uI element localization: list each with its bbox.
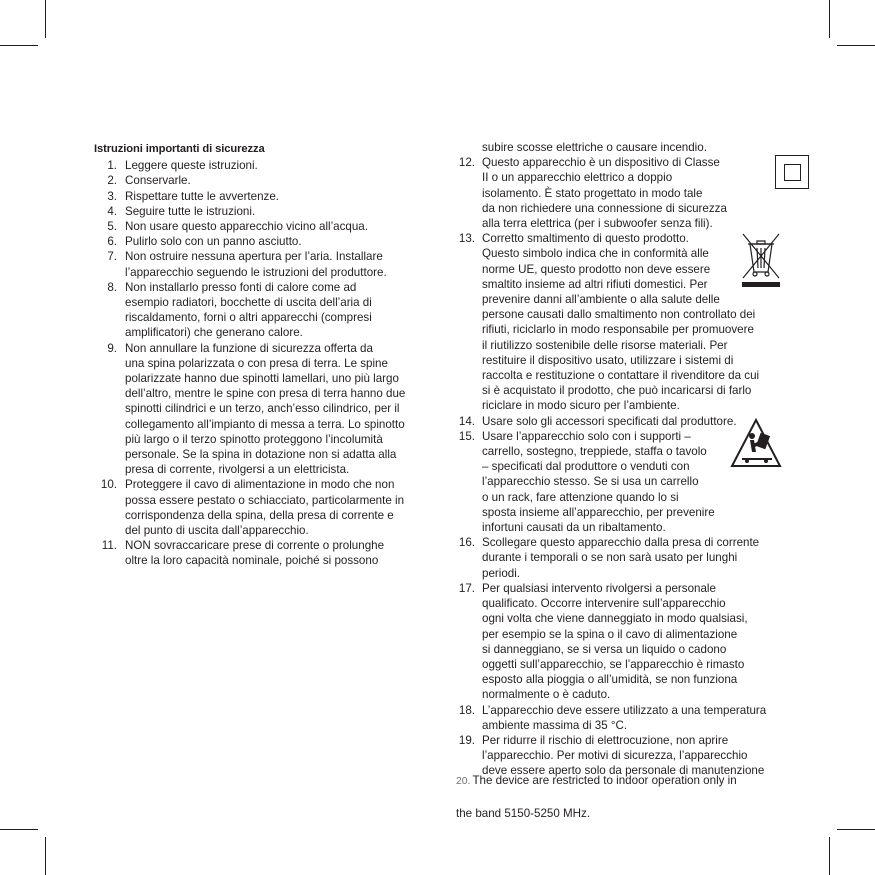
item-number: 7. (107, 250, 117, 264)
item-line: II o un apparecchio elettrico a doppio (482, 171, 673, 185)
item-line: si danneggiano, se si versa un liquido o cadono (482, 642, 727, 656)
crop-mark (0, 45, 38, 46)
note-number: 20. (456, 776, 471, 787)
item-number: 16. (458, 536, 475, 550)
item-line: qualificato. Occorre intervenire sull’apparecchio (482, 597, 726, 611)
list-item (94, 280, 434, 341)
band-restriction-note (456, 773, 816, 821)
item-number: 14. (458, 414, 475, 428)
list-item (94, 249, 434, 279)
left-column (94, 142, 434, 569)
list-item (94, 477, 434, 538)
item-line: sposta insieme all’apparecchio, per prevenire (482, 505, 715, 519)
list-item (94, 341, 434, 478)
crop-mark (45, 837, 46, 875)
item-number: 4. (107, 204, 117, 218)
item-line: Questo apparecchio è un dispositivo di Classe (482, 156, 720, 170)
item-line: – specificati dal produttore o venduti con (482, 460, 690, 474)
list-item (94, 219, 434, 234)
item-line: polarizzate hanno due spinotti lamellari, uno più largo (125, 372, 399, 386)
item-line: smaltito insieme ad altri rifiuti domestici. Per (482, 277, 708, 291)
item-line: spinotti cilindrici e un terzo, anch’esso cilindrico, per il (125, 402, 400, 416)
item-line: amplificatori) che generano calore. (125, 326, 303, 340)
crop-mark (837, 829, 875, 830)
crop-mark (829, 837, 830, 875)
item-line: Usare l’apparecchio solo con i supporti – (482, 429, 691, 443)
item-line: restituire il dispositivo usato, utilizzare i sistemi di (482, 353, 734, 367)
item-number: 12. (458, 156, 475, 170)
item-line: l’apparecchio seguendo le istruzioni del produttore. (125, 265, 387, 279)
list-item (94, 158, 434, 173)
item-line: carrello, sostegno, treppiede, staffa o tavolo (482, 445, 707, 459)
item-number: 19. (458, 733, 475, 747)
item-line: Corretto smaltimento di questo prodotto. (482, 232, 689, 246)
item-line: rifiuti, riciclarlo in modo responsabile per promuovere (482, 323, 754, 337)
item-line: riciclare in modo sicuro per l’ambiente. (482, 399, 680, 413)
item-line: ambiente massima di 35 °C. (482, 718, 628, 732)
item-number: 17. (458, 581, 475, 595)
section-heading: Istruzioni importanti di sicurezza (94, 143, 265, 155)
item-number: 6. (107, 235, 117, 249)
item-number: 10. (100, 478, 117, 492)
item-line: collegamento all’impianto di messa a terra. Lo spinotto (125, 417, 405, 431)
item-line: Non ostruire nessuna apertura per l’aria. Installare (125, 250, 383, 264)
continued-text: subire scosse elettriche o causare incendio. (482, 141, 707, 154)
item-number: 18. (458, 703, 475, 717)
cart-tip-over-warning-icon (730, 418, 782, 470)
list-item (94, 189, 434, 204)
item-line: dell’altro, mentre le spine con presa di terra hanno due (125, 387, 406, 401)
item-line: normalmente o è caduto. (482, 688, 611, 702)
item-line: personale. Se la spina in dotazione non si adatta alla (125, 448, 397, 462)
item-line: Rispettare tutte le avvertenze. (125, 189, 280, 203)
item-line: da non richiedere una connessione di sicurezza (482, 201, 727, 215)
item-number: 1. (107, 159, 117, 173)
item-line: Non installarlo presso fonti di calore come ad (125, 280, 357, 294)
item-line: Non usare questo apparecchio vicino all’acqua. (125, 220, 368, 234)
item-line: corrispondenza della spina, della presa di corrente e (125, 508, 394, 522)
item-line: oggetti sull’apparecchio, se l’apparecchio è rimasto (482, 657, 745, 671)
list-item (449, 155, 789, 231)
item-line: durante i temporali o se non sarà usato per lunghi (482, 551, 738, 565)
item-line: esempio radiatori, bocchette di uscita dell’aria di (125, 296, 372, 310)
weee-crossed-bin-icon (740, 232, 782, 288)
list-item (94, 204, 434, 219)
item-line: l’apparecchio. Per motivi di sicurezza, l’apparecchio (482, 749, 748, 763)
item-line: o un rack, fare attenzione quando lo si (482, 490, 679, 504)
item-line: riscaldamento, forni o altri apparecchi (compresi (125, 311, 372, 325)
item-line: il riutilizzo sostenibile delle risorse materiali. Per (482, 338, 728, 352)
item-line: una spina polarizzata o con presa di terra. Le spine (125, 356, 388, 370)
item-number: 9. (107, 341, 117, 355)
item-line: Scollegare questo apparecchio dalla presa di corrente (482, 536, 760, 550)
item-number: 15. (458, 429, 475, 443)
class-ii-double-insulation-icon (775, 155, 809, 189)
list-item (94, 538, 434, 568)
item-line: L’apparecchio deve essere utilizzato a una temperatura (482, 703, 767, 717)
item-line: ogni volta che viene danneggiato in modo qualsiasi, (482, 612, 748, 626)
list-item (94, 234, 434, 249)
crop-mark (829, 0, 830, 38)
item-line: periodi. (482, 566, 521, 580)
item-line: Proteggere il cavo di alimentazione in modo che non (125, 478, 395, 492)
item-line: prevenire danni all’ambiente o alla salute delle (482, 293, 720, 307)
item-line: possa essere pestato o schiacciato, particolarmente in (125, 493, 405, 507)
item-line: del punto di uscita dall’apparecchio. (125, 524, 309, 538)
item-line: Per qualsiasi intervento rivolgersi a personale (482, 581, 716, 595)
list-item (449, 231, 789, 413)
item-line: norme UE, questo prodotto non deve essere (482, 262, 711, 276)
item-line: Questo simbolo indica che in conformità alle (482, 247, 709, 261)
note-line: the band 5150-5250 MHz. (456, 807, 591, 820)
item-line: l’apparecchio stesso. Se si usa un carrello (482, 475, 699, 489)
note-line: The device are restricted to indoor operation only in (472, 774, 737, 787)
item-line: persone causati dallo smaltimento non controllato dei (482, 308, 756, 322)
item-number: 3. (107, 189, 117, 203)
item-line: Per ridurre il rischio di elettrocuzione, non aprire (482, 733, 729, 747)
item-line: Leggere queste istruzioni. (125, 159, 258, 173)
item-line: Conservarle. (125, 174, 191, 188)
crop-mark (0, 829, 38, 830)
list-item (94, 173, 434, 188)
item-line: per esempio se la spina o il cavo di alimentazione (482, 627, 738, 641)
item-number: 2. (107, 174, 117, 188)
item-line: raccolta e restituzione o contattare il rivenditore da cui (482, 369, 760, 383)
item-line: Seguire tutte le istruzioni. (125, 204, 256, 218)
list-item (449, 535, 789, 581)
item-line: Pulirlo solo con un panno asciutto. (125, 235, 302, 249)
safety-list-left (94, 158, 434, 568)
item-line: oltre la loro capacità nominale, poiché si possono (125, 554, 379, 568)
item-line: isolamento. È stato progettato in modo tale (482, 186, 703, 200)
item-line: deve essere aperto solo da personale di manutenzione (482, 764, 765, 778)
item-line: infortuni causati da un ribaltamento. (482, 521, 666, 535)
item-line: si è acquistato il prodotto, che può incaricarsi di farlo (482, 384, 752, 398)
item-number: 11. (101, 539, 117, 553)
list-item (449, 703, 789, 733)
crop-mark (837, 45, 875, 46)
list-item (449, 581, 789, 703)
crop-mark (45, 0, 46, 38)
item-number: 5. (107, 220, 117, 234)
item-line: Usare solo gli accessori specificati dal produttore. (482, 414, 737, 428)
item-line: alla terra elettrica (per i subwoofer senza fili). (482, 217, 713, 231)
list-item (449, 733, 789, 779)
item-number: 13. (458, 232, 475, 246)
item-line: esposto alla pioggia o all’umidità, se non funziona (482, 673, 738, 687)
item-line: Non annullare la funzione di sicurezza offerta da (125, 341, 373, 355)
item-line: NON sovraccaricare prese di corrente o prolunghe (125, 539, 385, 553)
item-number: 8. (107, 280, 117, 294)
item-line: più largo o il terzo spinotto proteggono l’incolumità (125, 432, 383, 446)
item-line: presa di corrente, rivolgersi a un elettricista. (125, 463, 350, 477)
